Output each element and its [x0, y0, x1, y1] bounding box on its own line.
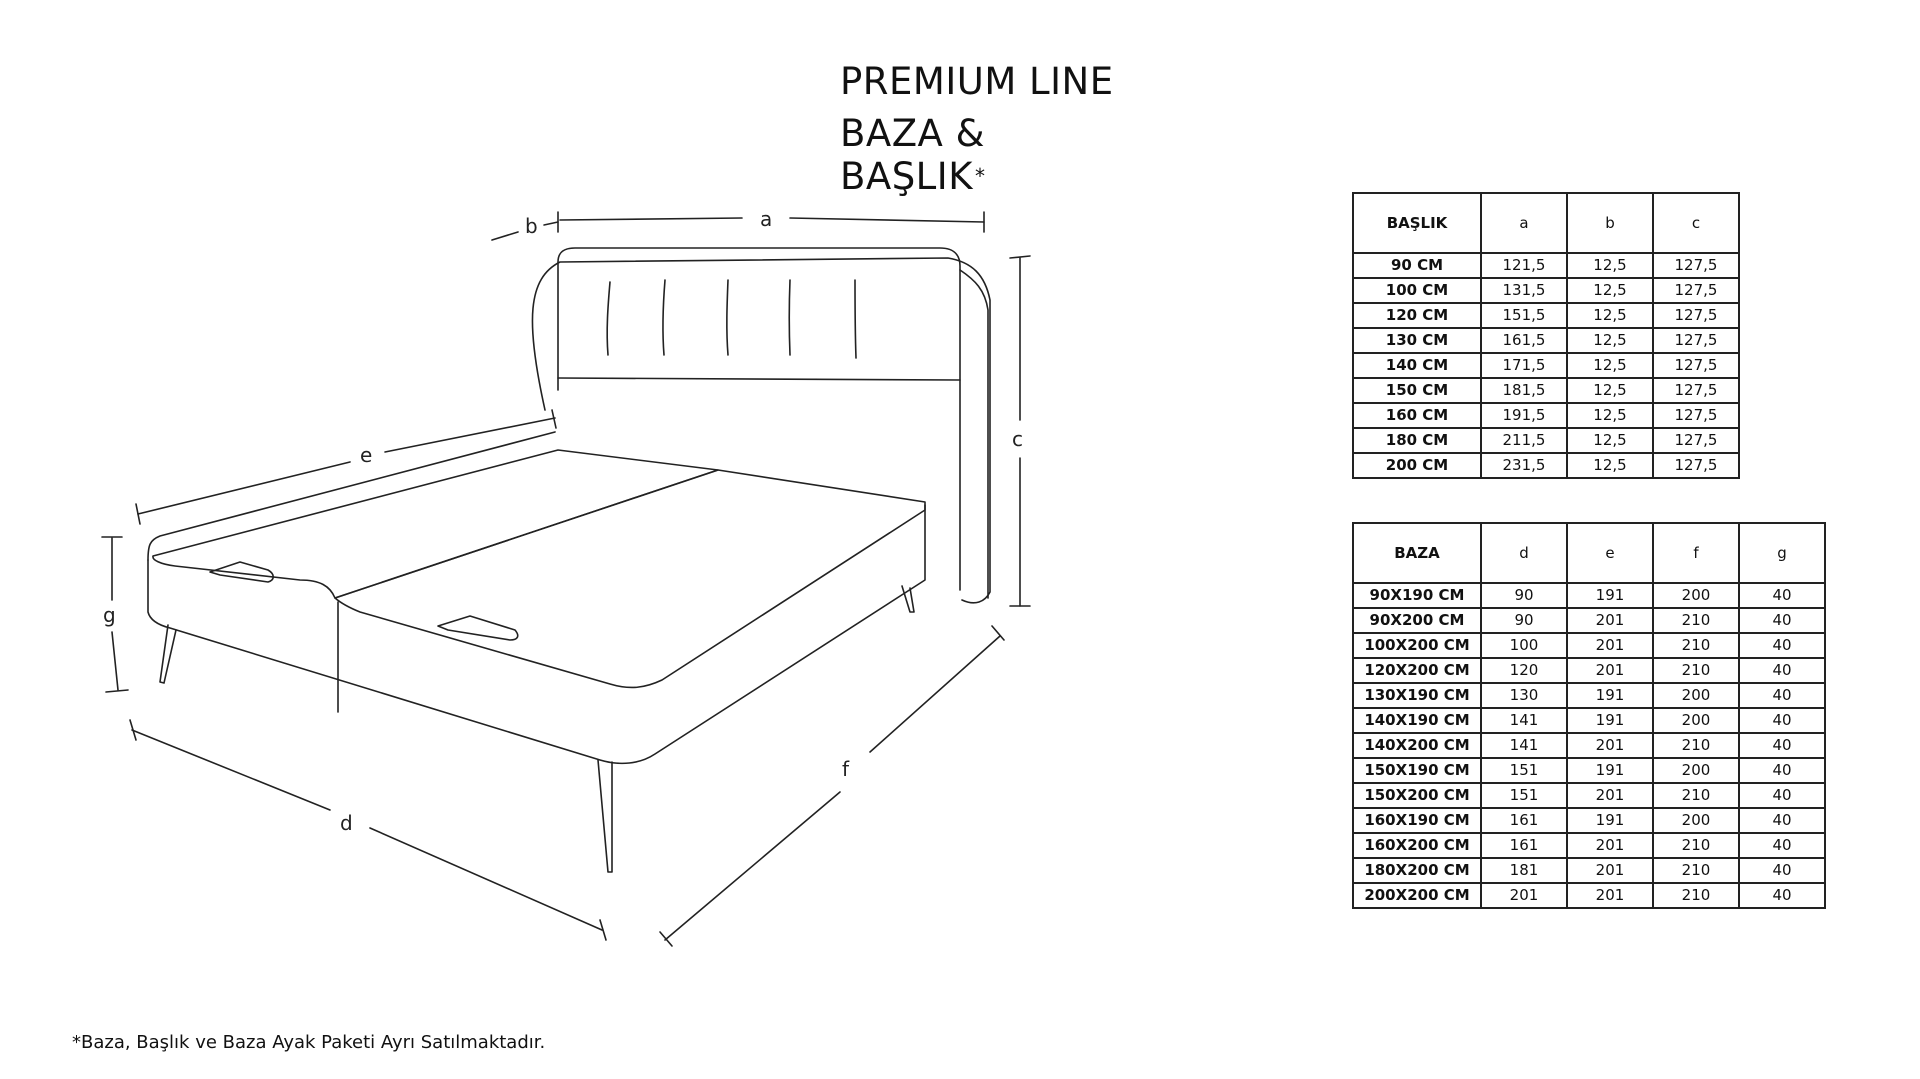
- table-cell: 127,5: [1653, 403, 1739, 428]
- table-cell: 120: [1481, 658, 1567, 683]
- base-top-right-lid: [335, 470, 925, 687]
- table-row: [1353, 453, 1739, 478]
- table-cell: 191: [1567, 683, 1653, 708]
- table-cell: 40: [1739, 608, 1825, 633]
- table-cell: 141: [1481, 708, 1567, 733]
- table-cell: 131,5: [1481, 278, 1567, 303]
- table-header-cell: c: [1653, 193, 1739, 253]
- table-cell: 12,5: [1567, 403, 1653, 428]
- table-cell: 191: [1567, 758, 1653, 783]
- dim-f-line: [870, 636, 1000, 752]
- table-row-label: 120X200 CM: [1353, 658, 1481, 683]
- table-cell: 201: [1567, 883, 1653, 908]
- table-cell: 210: [1653, 858, 1739, 883]
- dim-e-line: [385, 418, 555, 452]
- table-cell: 12,5: [1567, 378, 1653, 403]
- table-row: [1353, 858, 1825, 883]
- table-row-label: 150 CM: [1353, 378, 1481, 403]
- table-cell: 12,5: [1567, 253, 1653, 278]
- table-row: [1353, 708, 1825, 733]
- table-cell: 127,5: [1653, 353, 1739, 378]
- dim-a-line: [560, 218, 742, 220]
- table-row: [1353, 303, 1739, 328]
- table-row: [1353, 633, 1825, 658]
- table-row-label: 160X190 CM: [1353, 808, 1481, 833]
- table-cell: 210: [1653, 658, 1739, 683]
- table-cell: 181,5: [1481, 378, 1567, 403]
- table-cell: 201: [1567, 833, 1653, 858]
- dim-e-line: [138, 462, 350, 514]
- table-row-label: 160X200 CM: [1353, 833, 1481, 858]
- table-cell: 161,5: [1481, 328, 1567, 353]
- leg-front-left: [160, 625, 176, 683]
- headboard-front-panel: [558, 248, 960, 590]
- table-row-label: 90X190 CM: [1353, 583, 1481, 608]
- table-cell: 40: [1739, 808, 1825, 833]
- table-row: [1353, 608, 1825, 633]
- table-cell: 141: [1481, 733, 1567, 758]
- table-cell: 40: [1739, 683, 1825, 708]
- table-cell: 12,5: [1567, 453, 1653, 478]
- table-row: [1353, 253, 1739, 278]
- table-cell: 191: [1567, 808, 1653, 833]
- dim-g-line: [112, 632, 118, 690]
- table-cell: 200: [1653, 808, 1739, 833]
- table-cell: 12,5: [1567, 278, 1653, 303]
- dim-label-e: e: [360, 443, 373, 467]
- table-row: [1353, 583, 1825, 608]
- table-row-label: 200X200 CM: [1353, 883, 1481, 908]
- table-header-cell: f: [1653, 523, 1739, 583]
- table-cell: 210: [1653, 608, 1739, 633]
- table-cell: 40: [1739, 708, 1825, 733]
- table-cell: 200: [1653, 758, 1739, 783]
- lid-handle: [438, 616, 518, 640]
- table-cell: 191: [1567, 583, 1653, 608]
- table-cell: 151,5: [1481, 303, 1567, 328]
- table-row: [1353, 403, 1739, 428]
- table-cell: 40: [1739, 758, 1825, 783]
- table-cell: 211,5: [1481, 428, 1567, 453]
- table-cell: 40: [1739, 583, 1825, 608]
- title-asterisk: *: [974, 164, 986, 188]
- table-header-row: [1353, 523, 1825, 583]
- baza-dimensions-table: [1352, 522, 1826, 909]
- table-cell: 231,5: [1481, 453, 1567, 478]
- dim-label-b: b: [525, 214, 538, 238]
- table-cell: 121,5: [1481, 253, 1567, 278]
- table-header-label: BAŞLIK: [1353, 193, 1481, 253]
- table-header-cell: e: [1567, 523, 1653, 583]
- table-cell: 127,5: [1653, 428, 1739, 453]
- table-cell: 200: [1653, 708, 1739, 733]
- table-cell: 171,5: [1481, 353, 1567, 378]
- baza-table-body: [1353, 523, 1825, 908]
- table-cell: 12,5: [1567, 303, 1653, 328]
- dim-tick: [106, 690, 128, 692]
- table-cell: 201: [1481, 883, 1567, 908]
- leg-back-right: [902, 586, 914, 612]
- baslik-dimensions-table: [1352, 192, 1740, 479]
- table-cell: 127,5: [1653, 253, 1739, 278]
- headboard-channel: [607, 282, 610, 355]
- table-row: [1353, 733, 1825, 758]
- table-cell: 40: [1739, 858, 1825, 883]
- title-line-2-text: BAZA & BAŞLIK: [840, 112, 985, 198]
- table-cell: 210: [1653, 733, 1739, 758]
- table-row-label: 130X190 CM: [1353, 683, 1481, 708]
- table-cell: 201: [1567, 608, 1653, 633]
- dim-label-a: a: [760, 207, 773, 231]
- table-cell: 127,5: [1653, 303, 1739, 328]
- table-cell: 90: [1481, 583, 1567, 608]
- table-row-label: 140 CM: [1353, 353, 1481, 378]
- dim-label-c: c: [1012, 427, 1023, 451]
- table-header-row: [1353, 193, 1739, 253]
- dim-b-line: [544, 222, 558, 225]
- table-cell: 210: [1653, 883, 1739, 908]
- table-row-label: 120 CM: [1353, 303, 1481, 328]
- table-row-label: 100X200 CM: [1353, 633, 1481, 658]
- table-cell: 40: [1739, 633, 1825, 658]
- table-cell: 210: [1653, 833, 1739, 858]
- table-cell: 127,5: [1653, 278, 1739, 303]
- dim-label-f: f: [842, 757, 850, 781]
- headboard-seam: [558, 378, 960, 380]
- table-cell: 201: [1567, 733, 1653, 758]
- table-row-label: 140X190 CM: [1353, 708, 1481, 733]
- dim-tick: [1010, 256, 1030, 258]
- table-row-label: 90X200 CM: [1353, 608, 1481, 633]
- table-row-label: 200 CM: [1353, 453, 1481, 478]
- table-cell: 100: [1481, 633, 1567, 658]
- table-cell: 210: [1653, 633, 1739, 658]
- table-cell: 151: [1481, 758, 1567, 783]
- headboard-channel: [789, 280, 790, 355]
- table-cell: 12,5: [1567, 428, 1653, 453]
- headboard-wing: [960, 270, 988, 598]
- table-cell: 161: [1481, 833, 1567, 858]
- table-cell: 181: [1481, 858, 1567, 883]
- table-header-cell: g: [1739, 523, 1825, 583]
- dim-tick: [660, 932, 672, 946]
- headboard-channel: [663, 280, 665, 355]
- table-row-label: 150X200 CM: [1353, 783, 1481, 808]
- table-row: [1353, 278, 1739, 303]
- table-row: [1353, 758, 1825, 783]
- lid-handle: [210, 562, 273, 582]
- table-cell: 40: [1739, 733, 1825, 758]
- table-cell: 127,5: [1653, 453, 1739, 478]
- table-cell: 200: [1653, 683, 1739, 708]
- dim-b-line: [492, 232, 518, 240]
- dim-d-line: [370, 828, 602, 930]
- dim-f-line: [665, 792, 840, 940]
- table-cell: 130: [1481, 683, 1567, 708]
- table-header-cell: a: [1481, 193, 1567, 253]
- table-cell: 40: [1739, 833, 1825, 858]
- table-cell: 200: [1653, 583, 1739, 608]
- base-top-left-lid: [153, 450, 718, 598]
- table-header-cell: b: [1567, 193, 1653, 253]
- table-cell: 40: [1739, 783, 1825, 808]
- table-row: [1353, 658, 1825, 683]
- table-row: [1353, 683, 1825, 708]
- baslik-table-body: [1353, 193, 1739, 478]
- table-row-label: 130 CM: [1353, 328, 1481, 353]
- headboard-channel: [855, 280, 856, 358]
- dim-label-d: d: [340, 811, 353, 835]
- table-cell: 151: [1481, 783, 1567, 808]
- table-header-cell: d: [1481, 523, 1567, 583]
- table-cell: 40: [1739, 658, 1825, 683]
- table-cell: 161: [1481, 808, 1567, 833]
- table-cell: 191,5: [1481, 403, 1567, 428]
- table-row-label: 100 CM: [1353, 278, 1481, 303]
- table-cell: 201: [1567, 783, 1653, 808]
- table-cell: 90: [1481, 608, 1567, 633]
- leg-front-right: [598, 760, 612, 872]
- table-row: [1353, 883, 1825, 908]
- table-cell: 12,5: [1567, 328, 1653, 353]
- table-row-label: 150X190 CM: [1353, 758, 1481, 783]
- title-line-1: PREMIUM LINE: [840, 60, 1114, 103]
- dim-d-line: [132, 730, 330, 810]
- table-cell: 12,5: [1567, 353, 1653, 378]
- dim-a-line: [790, 218, 984, 222]
- table-row: [1353, 808, 1825, 833]
- table-cell: 127,5: [1653, 328, 1739, 353]
- headboard-back: [532, 258, 990, 603]
- footnote: *Baza, Başlık ve Baza Ayak Paketi Ayrı Satılmaktadır.: [72, 1032, 546, 1053]
- headboard-channel: [727, 280, 728, 355]
- table-row-label: 160 CM: [1353, 403, 1481, 428]
- table-cell: 127,5: [1653, 378, 1739, 403]
- table-row: [1353, 328, 1739, 353]
- table-cell: 40: [1739, 883, 1825, 908]
- table-cell: 201: [1567, 858, 1653, 883]
- dim-label-g: g: [103, 603, 116, 627]
- table-row-label: 180X200 CM: [1353, 858, 1481, 883]
- table-cell: 201: [1567, 658, 1653, 683]
- table-cell: 210: [1653, 783, 1739, 808]
- table-row-label: 90 CM: [1353, 253, 1481, 278]
- table-row: [1353, 428, 1739, 453]
- dim-tick: [130, 720, 136, 740]
- table-row-label: 140X200 CM: [1353, 733, 1481, 758]
- table-cell: 201: [1567, 633, 1653, 658]
- table-row: [1353, 783, 1825, 808]
- table-row: [1353, 833, 1825, 858]
- table-row-label: 180 CM: [1353, 428, 1481, 453]
- table-header-label: BAZA: [1353, 523, 1481, 583]
- table-cell: 191: [1567, 708, 1653, 733]
- base-front-side: [148, 505, 925, 763]
- table-row: [1353, 353, 1739, 378]
- table-row: [1353, 378, 1739, 403]
